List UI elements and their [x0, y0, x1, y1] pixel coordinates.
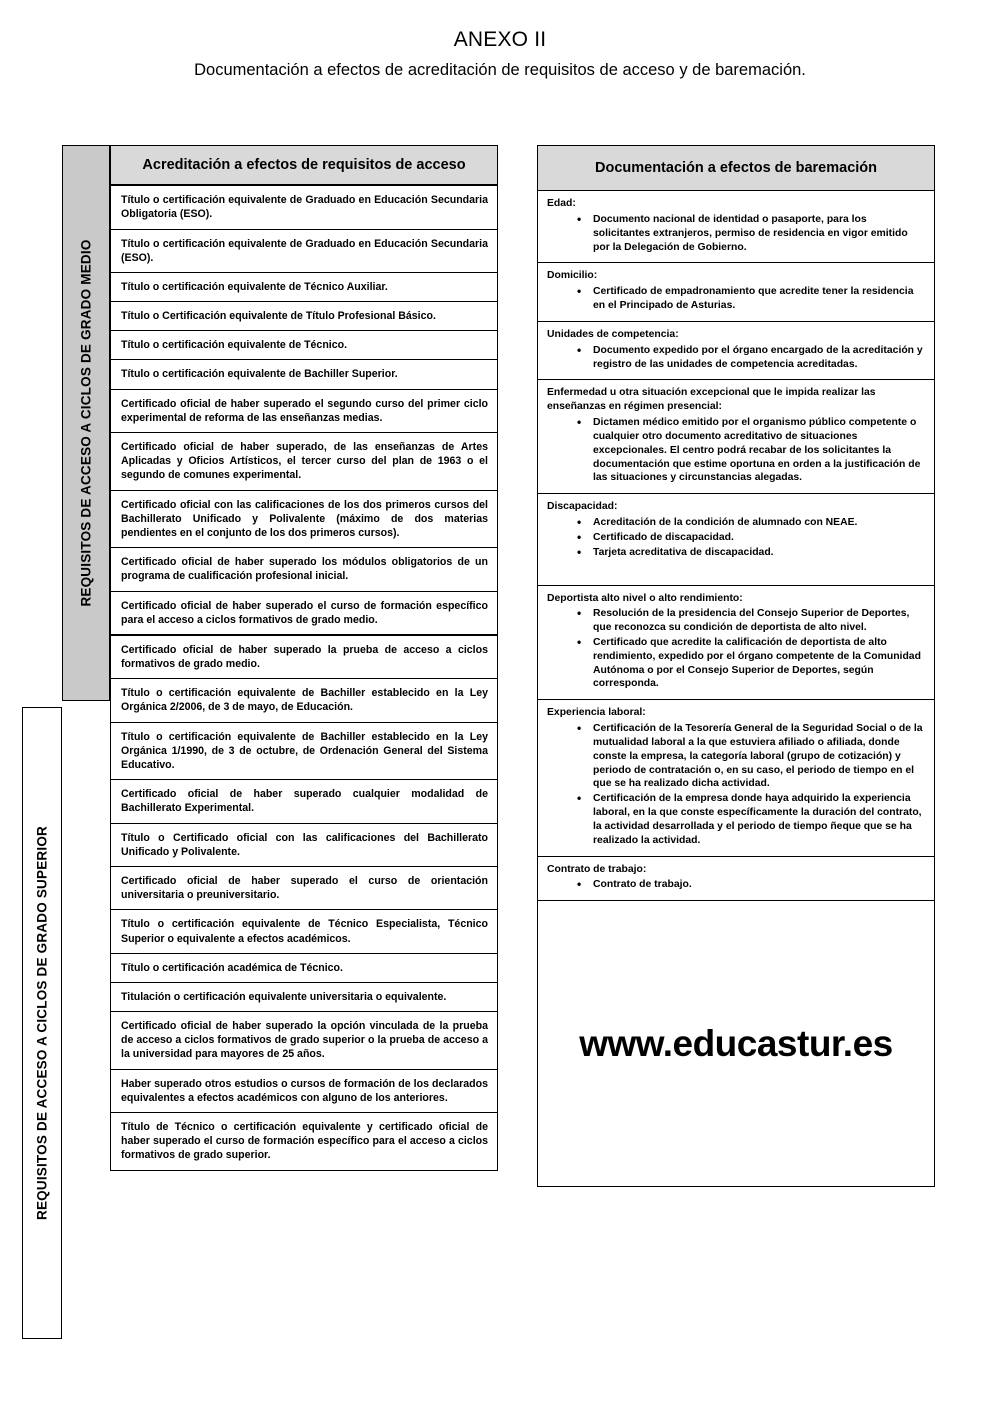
- block-category: Discapacidad:: [547, 501, 618, 513]
- band-grado-medio-label: REQUISITOS DE ACCESO A CICLOS DE GRADO MEDIO: [78, 239, 94, 607]
- block-items: [547, 722, 925, 847]
- table-row: Título o certificación equivalente de Bachiller establecido en la Ley Orgánica 2/2006, de 3 de mayo, de Educación.: [110, 679, 498, 722]
- band-grado-medio: [62, 145, 110, 701]
- list-item: • Contrato de trabajo.: [593, 878, 925, 892]
- table-row: Certificado oficial con las calificaciones de los dos primeros cursos del Bachillerato Unificado y Polivalente (máximo de dos materias pendientes en el conjunto de los dos primeros cursos).: [110, 491, 498, 549]
- block-items: [547, 878, 925, 892]
- table-row: Haber superado otros estudios o cursos de formación de los declarados equivalentes a efectos académicos con alguno de los anteriores.: [110, 1070, 498, 1113]
- table-row: Certificado oficial de haber superado el curso de orientación universitaria o preuniversitario.: [110, 867, 498, 910]
- list-item: • Certificado de discapacidad.: [593, 531, 925, 545]
- block-category: Domicilio:: [547, 270, 598, 282]
- block-items: [547, 213, 925, 254]
- brand-cell: [537, 901, 935, 1187]
- baremacion-block: [537, 263, 935, 321]
- table-row: Título o certificación equivalente de Graduado en Educación Secundaria (ESO).: [110, 230, 498, 273]
- table-row: Certificado oficial de haber superado la prueba de acceso a ciclos formativos de grado medio.: [110, 635, 498, 679]
- table-row: Título o certificación equivalente de Bachiller Superior.: [110, 360, 498, 389]
- page-subtitle: Documentación a efectos de acreditación de requisitos de acceso y de baremación.: [194, 61, 806, 79]
- table-row: Certificado oficial de haber superado cualquier modalidad de Bachillerato Experimental.: [110, 780, 498, 823]
- table-row: Certificado oficial de haber superado los módulos obligatorios de un programa de cualificación profesional inicial.: [110, 548, 498, 591]
- table-row: Certificado oficial de haber superado, de las enseñanzas de Artes Aplicadas y Oficios Artísticos, el tercer curso del plan de 1963 o el segundo de comunes experimental.: [110, 433, 498, 491]
- document-header: [0, 28, 1000, 80]
- list-item: • Certificado que acredite la calificación de deportista de alto rendimiento, expedido por el órgano competente de la Comunidad Autónoma o por el Consejo Superior de Deportes, según corresponda.: [593, 636, 925, 691]
- table-row: Título o certificación equivalente de Graduado en Educación Secundaria Obligatoria (ESO).: [110, 185, 498, 229]
- table-row: Título o certificación equivalente de Técnico.: [110, 331, 498, 360]
- baremacion-block: [537, 586, 935, 701]
- list-item: • Acreditación de la condición de alumnado con NEAE.: [593, 516, 925, 530]
- baremacion-table: [537, 145, 935, 1187]
- list-item: • Documento nacional de identidad o pasaporte, para los solicitantes extranjeros, permiso de residencia en vigor emitido por la Delegación de Gobierno.: [593, 213, 925, 254]
- table-row: Titulación o certificación equivalente universitaria o equivalente.: [110, 983, 498, 1012]
- list-item: • Tarjeta acreditativa de discapacidad.: [593, 546, 925, 560]
- block-category: Enfermedad u otra situación excepcional que le impida realizar las enseñanzas en régimen presencial:: [547, 387, 876, 413]
- block-category: Edad:: [547, 198, 576, 210]
- table-row: Título o Certificación equivalente de Título Profesional Básico.: [110, 302, 498, 331]
- list-item: • Documento expedido por el órgano encargado de la acreditación y registro de las unidades de competencia acreditadas.: [593, 344, 925, 372]
- baremacion-block: [537, 494, 935, 585]
- block-items: [547, 344, 925, 372]
- table-row: Título o certificación equivalente de Técnico Auxiliar.: [110, 273, 498, 302]
- list-item: • Resolución de la presidencia del Consejo Superior de Deportes, que reconozca su condición de deportista de alto nivel.: [593, 607, 925, 635]
- table-row: Título o certificación académica de Técnico.: [110, 954, 498, 983]
- table-row: Certificado oficial de haber superado la opción vinculada de la prueba de acceso a ciclos formativos de grado superior o la prueba de acceso a la universidad para mayores de 25 años.: [110, 1012, 498, 1070]
- table-row: Título o Certificado oficial con las calificaciones del Bachillerato Unificado y Polivalente.: [110, 824, 498, 867]
- table-row: Certificado oficial de haber superado el curso de formación específico para el acceso a ciclos formativos de grado medio.: [110, 592, 498, 635]
- baremacion-block: [537, 191, 935, 263]
- block-category: Unidades de competencia:: [547, 328, 679, 340]
- list-item: • Certificación de la Tesorería General de la Seguridad Social o de la mutualidad laboral a la que estuviera afiliado o afiliada, donde conste la empresa, la categoría laboral (grupo de cotización) y periodo de contratación o, en su caso, el periodo de tiempo en el que se ha realizado dicha actividad.: [593, 722, 925, 791]
- block-category: Deportista alto nivel o alto rendimiento:: [547, 592, 743, 604]
- block-category: Experiencia laboral:: [547, 707, 646, 719]
- baremacion-block: [537, 380, 935, 494]
- baremacion-block: [537, 322, 935, 380]
- acreditacion-table: [110, 145, 498, 1171]
- block-items: [547, 516, 925, 559]
- block-items: [547, 607, 925, 691]
- table-row: Título o certificación equivalente de Técnico Especialista, Técnico Superior o equivalente a efectos académicos.: [110, 910, 498, 953]
- list-item: • Certificación de la empresa donde haya adquirido la experiencia laboral, en la que conste específicamente la duración del contrato, la actividad desarrollada y el periodo de tiempo ñeque que se ha realizado la actividad.: [593, 792, 925, 847]
- list-item: • Dictamen médico emitido por el organismo público competente o cualquier otro documento acreditativo de situaciones excepcionales. El centro podrá recabar de los solicitantes la documentación que estime oportuna en orden a la justificación de las situaciones y circunstancias alegadas.: [593, 416, 925, 485]
- acreditacion-header: Acreditación a efectos de requisitos de acceso: [110, 145, 498, 185]
- list-item: • Certificado de empadronamiento que acredite tener la residencia en el Principado de Asturias.: [593, 285, 925, 313]
- table-row: Título o certificación equivalente de Bachiller establecido en la Ley Orgánica 1/1990, de 3 de octubre, de Ordenación General del Sistema Educativo.: [110, 723, 498, 781]
- educastur-url: www.educastur.es: [579, 1022, 893, 1064]
- band-grado-superior: [22, 707, 62, 1339]
- page-title: ANEXO II: [453, 28, 547, 51]
- block-items: [547, 416, 925, 485]
- baremacion-block: [537, 700, 935, 856]
- baremacion-block: [537, 857, 935, 902]
- table-row: Título de Técnico o certificación equivalente y certificado oficial de haber superado el curso de formación específico para el acceso a ciclos formativos de grado superior.: [110, 1113, 498, 1171]
- block-items: [547, 285, 925, 313]
- table-row: Certificado oficial de haber superado el segundo curso del primer ciclo experimental de reforma de las enseñanzas medias.: [110, 390, 498, 433]
- band-grado-superior-label: REQUISITOS DE ACCESO A CICLOS DE GRADO SUPERIOR: [34, 826, 50, 1220]
- block-category: Contrato de trabajo:: [547, 863, 647, 875]
- baremacion-header: Documentación a efectos de baremación: [537, 145, 935, 191]
